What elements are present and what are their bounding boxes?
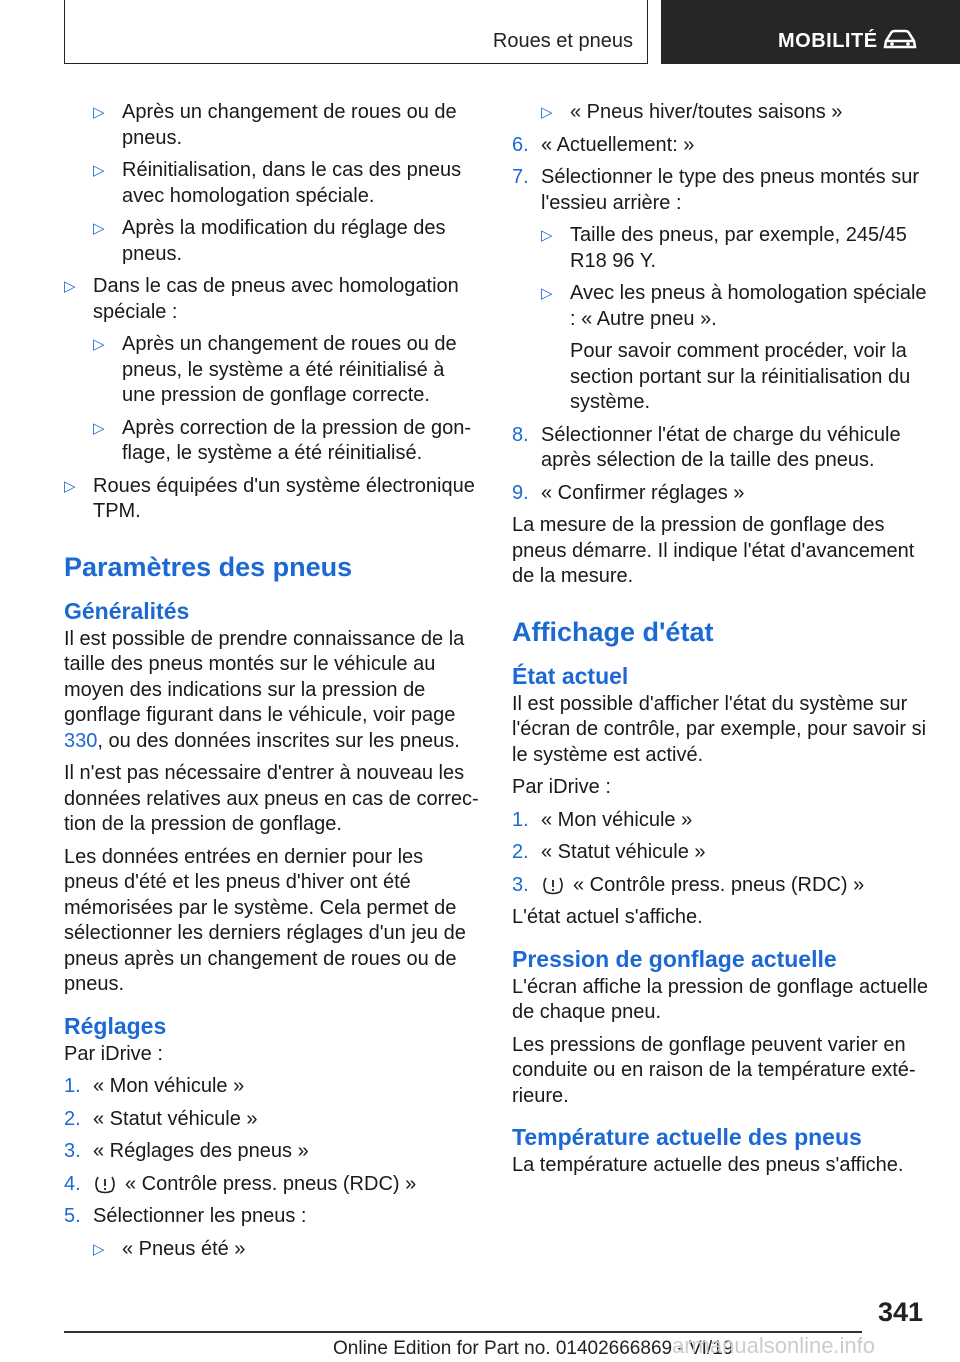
heading-pression: Pression de gonflage actuelle [512,945,837,972]
list-item: ▷ Roues équipées d'un système électronique TPM. [64,474,475,522]
step-item: 5. Sélectionner les pneus : [64,1204,480,1230]
paragraph: Les données entrées en dernier pour les pneus d'été et les pneus d'hiver ont été mémorisées par le système. Cela permet de sélectionner les derniers réglages d'un jeu de pneus après un changement de roues ou de pneus. [64,845,466,995]
left-column [64,100,480,1269]
chapter-title: MOBILITÉ [778,30,878,52]
paragraph: Pour savoir comment procéder, voir la section portant sur la réinitialisation du système. [570,340,911,413]
list-item: ▷ Après un changement de roues ou de pneus, le système a été réinitialisé à une pression de gonflage correcte. [93,333,457,406]
step-number: 7. [512,166,529,188]
bullet-marker: ▷ [93,1240,105,1258]
bullet-marker: ▷ [64,278,76,295]
list-item: ▷ « Pneus hiver/toutes saisons » [541,100,928,126]
list-item: ▷ Après un changement de roues ou de pneus. [93,101,457,149]
bullet-marker: ▷ [93,162,105,179]
step-number: 6. [512,133,529,156]
page-number: 341 [878,1297,924,1327]
heading-general: Généralités [64,597,190,624]
step-number: 1. [64,1075,81,1097]
step-item: 1. « Mon véhicule » [512,808,928,834]
bullet-marker: ▷ [93,104,105,121]
chapter-tab [661,0,960,64]
step-number: 9. [512,481,529,504]
list-item: ▷ Après la modification du réglage des pneus. [93,217,446,265]
step-number: 8. [512,423,529,446]
step-number: 5. [64,1205,81,1227]
paragraph: Par iDrive : [64,1042,163,1065]
bullet-marker: ▷ [541,227,553,244]
footer-edition: Online Edition for Part no. 01402666869 - VI/19 [333,1338,734,1359]
step-number: 1. [512,808,529,831]
section-title: Roues et pneus [492,30,633,52]
heading-temperature: Température actuelle des pneus [512,1124,862,1150]
paragraph: Les pressions de gonflage peuvent varier en conduite ou en raison de la température extérieure. [512,1033,916,1107]
section-tab [64,0,648,64]
step-number: 2. [512,841,529,863]
bullet-marker: ▷ [93,220,105,237]
step-item: 4. « Contrôle press. pneus (RDC) » [64,1172,480,1198]
list-item: ▷ Avec les pneus à homologation spéciale : « Autre pneu ». [541,282,927,330]
paragraph: L'écran affiche la pression de gonflage actuelle de chaque pneu. [512,975,928,1023]
list-item: ▷ Réinitialisation, dans le cas des pneus avec homologation spéciale. [93,159,462,207]
paragraph: La mesure de la pression de gonflage des pneus démarre. Il indique l'état d'avancement de la mesure. [512,514,915,587]
heading-affichage: Affichage d'état [512,616,714,647]
tire-pressure-warning-icon [93,1174,117,1194]
paragraph: Par iDrive : [512,776,611,798]
paragraph: Il est possible d'afficher l'état du système sur l'écran de contrôle, par exemple, pour savoir si le système est activé. [512,692,927,766]
heading-reglages: Réglages [64,1012,167,1039]
car-icon [883,29,917,51]
bullet-marker: ▷ [541,285,553,302]
step-item: 8. Sélectionner l'état de charge du véhicule après sélection de la taille des pneus. [512,423,901,471]
step-item: 2. « Statut véhicule » [512,840,928,866]
watermark: armanualsonline.info [672,1333,876,1358]
list-item: ▷ Dans le cas de pneus avec homologation spéciale : [64,275,459,323]
heading-params: Paramètres des pneus [64,551,353,582]
paragraph: Il est possible de prendre connaissance de la taille des pneus montés sur le véhicule au moyen des indications sur la pression de gonflage figurant dans le véhicule, voir page 330, ou des données inscrites sur les pneus. [64,627,465,752]
bullet-marker: ▷ [93,336,105,353]
step-number: 4. [64,1172,81,1195]
step-item: 2. « Statut véhicule » [64,1107,480,1133]
bullet-marker: ▷ [541,104,553,121]
right-column [512,100,928,1186]
paragraph: Il n'est pas nécessaire d'entrer à nouveau les données relatives aux pneus en cas de correction de la pression de gonflage. [64,762,479,835]
step-number: 3. [512,873,529,896]
list-item: ▷ Taille des pneus, par exemple, 245/45 R18 96 Y. [541,224,907,272]
bullet-marker: ▷ [64,477,76,495]
step-number: 3. [64,1140,81,1162]
step-item: 9. « Confirmer réglages » [512,481,928,507]
step-item: 7. Sélectionner le type des pneus montés sur l'essieu arrière : [512,166,919,214]
page-header [0,0,960,66]
step-item: 3. « Contrôle press. pneus (RDC) » [512,873,928,899]
paragraph: L'état actuel s'affiche. [512,906,703,928]
step-item: 1. « Mon véhicule » [64,1074,480,1100]
list-item: ▷ Après correction de la pression de gonflage, le système a été réinitialisé. [93,416,472,464]
tire-pressure-warning-icon [541,875,565,895]
list-item: ▷ « Pneus été » [93,1237,480,1263]
step-item: 6. « Actuellement: » [512,133,928,159]
step-number: 2. [64,1107,81,1130]
bullet-marker: ▷ [93,419,105,437]
heading-etat: État actuel [512,662,629,689]
paragraph: La température actuelle des pneus s'affiche. [512,1154,904,1176]
page-link[interactable]: 330 [64,729,98,752]
step-item: 3. « Réglages des pneus » [64,1139,480,1165]
